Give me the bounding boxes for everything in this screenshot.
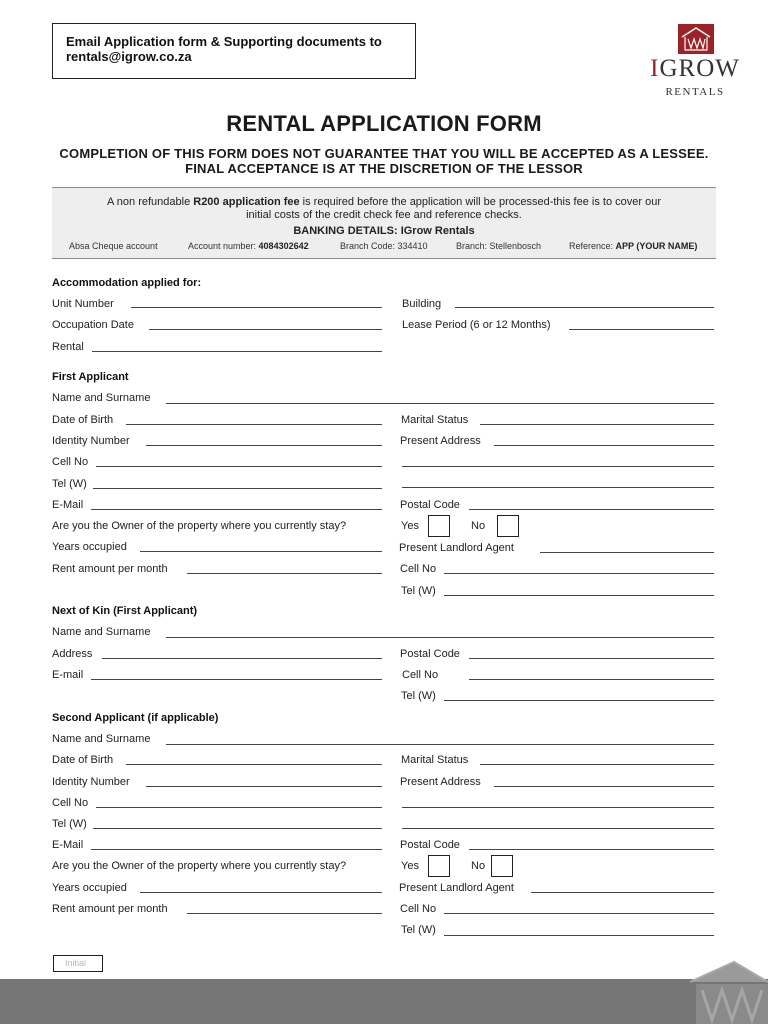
fa-email-label: E-Mail (52, 499, 84, 511)
fa-postal-field[interactable] (469, 509, 714, 510)
sa-address-field-2[interactable] (402, 807, 714, 808)
fa-landlord-label: Present Landlord Agent (399, 542, 514, 554)
sa-dob-field[interactable] (126, 764, 382, 765)
sa-yes-checkbox[interactable] (428, 855, 450, 877)
sa-email-field[interactable] (91, 849, 382, 850)
sa-owner-question: Are you the Owner of the property where you currently stay? (52, 860, 347, 872)
fa-id-label: Identity Number (52, 435, 130, 447)
sa-no-checkbox[interactable] (491, 855, 513, 877)
page-title: RENTAL APPLICATION FORM (226, 111, 542, 136)
lease-period-field[interactable] (569, 329, 714, 330)
sa-address-field[interactable] (494, 786, 714, 787)
lease-period-label: Lease Period (6 or 12 Months) (402, 319, 551, 331)
fa-landlord-cell-label: Cell No (400, 563, 437, 575)
fa-cell-label: Cell No (52, 456, 89, 468)
fa-dob-label: Date of Birth (52, 414, 114, 426)
nok-cell-label: Cell No (402, 669, 439, 681)
email-address: rentals@igrow.co.za (66, 49, 192, 64)
nok-name-field[interactable] (166, 637, 714, 638)
fa-dob-field[interactable] (126, 424, 382, 425)
fa-tel-label: Tel (W) (52, 478, 87, 490)
nok-tel-field[interactable] (444, 700, 714, 701)
occupation-date-label: Occupation Date (52, 319, 134, 331)
fa-no-checkbox[interactable] (497, 515, 519, 537)
fa-rent-field[interactable] (187, 573, 382, 574)
sa-postal-label: Postal Code (400, 839, 460, 851)
banking-details: BANKING DETAILS: IGrow Rentals (293, 225, 475, 237)
account-type: Absa Cheque account (69, 241, 158, 251)
rental-field[interactable] (92, 351, 382, 352)
fa-email-field[interactable] (91, 509, 382, 510)
accommodation-heading: Accommodation applied for: (52, 277, 202, 289)
sa-marital-field[interactable] (480, 764, 714, 765)
fa-address-field-3[interactable] (402, 487, 714, 488)
reference: Reference: APP (YOUR NAME) (569, 241, 698, 251)
logo-subtitle: RENTALS (665, 86, 725, 98)
fa-name-field[interactable] (166, 403, 714, 404)
igrow-logo (640, 20, 750, 106)
sa-name-label: Name and Surname (52, 733, 151, 745)
fa-id-field[interactable] (146, 445, 382, 446)
email-instructions-box (52, 23, 416, 79)
footer-bar (0, 979, 768, 1024)
fa-years-label: Years occupied (52, 541, 127, 553)
sa-rent-field[interactable] (187, 913, 382, 914)
sa-postal-field[interactable] (469, 849, 714, 850)
sa-cell-label: Cell No (52, 797, 89, 809)
sa-dob-label: Date of Birth (52, 754, 114, 766)
sa-marital-label: Marital Status (401, 754, 469, 766)
sa-landlord-label: Present Landlord Agent (399, 882, 514, 894)
fa-address-field-2[interactable] (402, 466, 714, 467)
sa-rent-label: Rent amount per month (52, 903, 168, 915)
fa-cell-field[interactable] (96, 466, 382, 467)
sa-tel-field[interactable] (93, 828, 382, 829)
branch-code: Branch Code: 334410 (340, 241, 428, 251)
sa-landlord-cell-label: Cell No (400, 903, 437, 915)
sa-yes-label: Yes (401, 860, 419, 872)
sa-no-label: No (471, 860, 486, 872)
initial-box[interactable]: Initial (53, 955, 103, 972)
account-number: Account number: 4084302642 (188, 241, 309, 251)
nok-email-field[interactable] (91, 679, 382, 680)
building-label: Building (402, 298, 442, 310)
email-instructions-text: Email Application form & Supporting documents to (66, 34, 382, 49)
fa-years-field[interactable] (140, 551, 382, 552)
fa-address-field[interactable] (494, 445, 714, 446)
branch: Branch: Stellenbosch (456, 241, 542, 251)
fa-no-label: No (471, 520, 486, 532)
sa-landlord-cell-field[interactable] (444, 913, 714, 914)
page-subtitle: COMPLETION OF THIS FORM DOES NOT GUARANTEE THAT YOU WILL BE ACCEPTED AS A LESSEE. FINAL ACCEPTANCE IS AT THE DISCRETION OF THE LESSOR (59, 146, 709, 176)
second-applicant-heading: Second Applicant (if applicable) (52, 712, 219, 724)
fee-info-box (52, 187, 716, 259)
nok-address-label: Address (52, 648, 93, 660)
fa-postal-label: Postal Code (400, 499, 460, 511)
building-field[interactable] (455, 307, 714, 308)
sa-id-label: Identity Number (52, 776, 130, 788)
fee-amount: R200 application fee (193, 196, 300, 208)
nok-postal-label: Postal Code (400, 648, 460, 660)
sa-years-label: Years occupied (52, 882, 127, 894)
fa-owner-question: Are you the Owner of the property where you currently stay? (52, 520, 347, 532)
house-emblem-icon (678, 24, 714, 54)
sa-id-field[interactable] (146, 786, 382, 787)
rental-label: Rental (52, 341, 84, 353)
sa-email-label: E-Mail (52, 839, 84, 851)
nok-email-label: E-mail (52, 669, 84, 681)
sa-name-field[interactable] (166, 744, 714, 745)
fa-name-label: Name and Surname (52, 392, 151, 404)
sa-landlord-tel-field[interactable] (444, 935, 714, 936)
fa-yes-label: Yes (401, 520, 419, 532)
fa-marital-field[interactable] (480, 424, 714, 425)
sa-cell-field[interactable] (96, 807, 382, 808)
fa-rent-label: Rent amount per month (52, 563, 168, 575)
occupation-date-field[interactable] (149, 329, 382, 330)
logo-wordmark: IGROW (650, 55, 740, 82)
sa-landlord-tel-label: Tel (W) (401, 924, 436, 936)
sa-tel-label: Tel (W) (52, 818, 87, 830)
first-applicant-heading: First Applicant (52, 371, 129, 383)
fa-landlord-cell-field[interactable] (444, 573, 714, 574)
nok-tel-label: Tel (W) (401, 690, 436, 702)
nok-cell-field[interactable] (469, 679, 714, 680)
unit-number-label: Unit Number (52, 298, 114, 310)
fa-marital-label: Marital Status (401, 414, 469, 426)
fa-yes-checkbox[interactable] (428, 515, 450, 537)
fa-landlord-field[interactable] (540, 552, 714, 553)
sa-landlord-field[interactable] (531, 892, 714, 893)
nok-address-field[interactable] (102, 658, 382, 659)
fa-landlord-tel-label: Tel (W) (401, 585, 436, 597)
sa-address-label: Present Address (400, 776, 481, 788)
next-of-kin-heading: Next of Kin (First Applicant) (52, 605, 198, 617)
fa-tel-field[interactable] (93, 488, 382, 489)
sa-address-field-3[interactable] (402, 828, 714, 829)
unit-number-field[interactable] (131, 307, 382, 308)
fa-landlord-tel-field[interactable] (444, 595, 714, 596)
sa-years-field[interactable] (140, 892, 382, 893)
fee-text: A non refundable R200 application fee is required before the application will be processed-this fee is to cover our initial costs of the credit check fee and reference checks. (107, 196, 661, 221)
nok-postal-field[interactable] (469, 658, 714, 659)
fa-address-label: Present Address (400, 435, 481, 447)
house-watermark-icon (690, 960, 768, 1024)
nok-name-label: Name and Surname (52, 626, 151, 638)
